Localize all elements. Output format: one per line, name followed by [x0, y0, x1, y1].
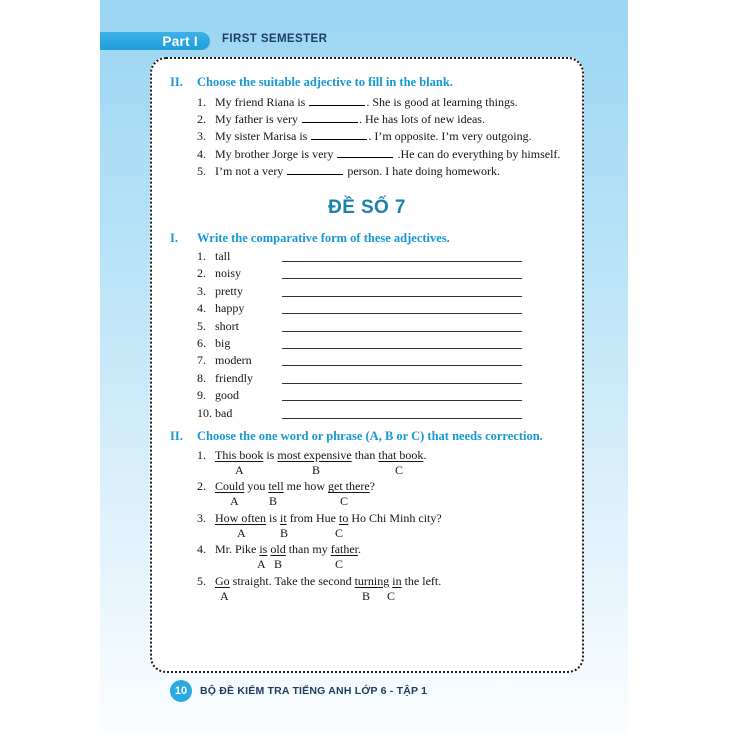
choice-marker-c: C [387, 588, 396, 603]
answer-line [282, 407, 522, 419]
item-number: 5. [197, 163, 206, 178]
choice-marker-c: C [335, 557, 344, 572]
comparative-item [197, 371, 577, 388]
underlined-phrase: This book [215, 448, 264, 462]
comparative-item [197, 388, 577, 405]
choice-marker-a: A [230, 494, 239, 509]
fill-blank-item [197, 147, 577, 164]
correction-item [197, 511, 582, 542]
underlined-phrase: it [280, 510, 287, 525]
answer-blank [311, 129, 367, 140]
part-label: Part I [162, 33, 198, 49]
fill-blank-item [197, 129, 577, 146]
answer-line [282, 372, 522, 384]
answer-blank [309, 95, 365, 106]
answer-line [282, 302, 522, 314]
answer-blank [302, 112, 358, 123]
item-sentence [197, 448, 582, 464]
choice-marker-b: B [274, 557, 283, 572]
choice-marker-row [197, 526, 582, 541]
adjective-word: short [215, 318, 239, 333]
item-number: 5. [197, 573, 206, 588]
page-number: 10 [174, 685, 188, 697]
item-number: 4. [197, 146, 206, 161]
item-number: 1. [197, 448, 206, 462]
choice-marker-a: A [220, 588, 229, 603]
answer-line [282, 285, 522, 297]
answer-line [282, 267, 522, 279]
comparative-item [197, 249, 577, 266]
underlined-phrase: father [330, 542, 359, 557]
correction-item [197, 574, 582, 605]
plain-text: the left. [401, 573, 442, 588]
plain-text: you [244, 479, 269, 494]
adjective-word: good [215, 388, 239, 403]
item-sentence [197, 511, 582, 527]
comparative-item [197, 301, 577, 318]
plain-text: ? [369, 479, 375, 494]
test-number-title: ĐỀ SỐ 7 [328, 197, 406, 218]
section-numeral: I. [170, 231, 178, 245]
choice-marker-c: C [340, 494, 349, 509]
plain-text: than [351, 448, 379, 462]
item-number: 10. [197, 405, 212, 420]
answer-line [282, 354, 522, 366]
item-sentence: I’m not a very person. I hate doing homework. [215, 163, 500, 178]
section-title: Write the comparative form of these adjectives. [197, 231, 450, 245]
choice-marker-b: B [269, 494, 278, 509]
comparative-item [197, 406, 577, 423]
plain-text: . [423, 448, 427, 462]
adjective-word: tall [215, 249, 231, 263]
plain-text: from Hue [286, 510, 340, 525]
choice-marker-b: B [362, 588, 371, 603]
correction-item [197, 479, 582, 510]
comparative-list [197, 249, 577, 423]
page-number-badge [170, 680, 192, 702]
plain-text: Ho Chi Minh city? [348, 510, 442, 525]
correction-item [197, 448, 582, 479]
plain-text: straight. Take the second [229, 573, 355, 588]
answer-blank [337, 147, 393, 158]
underlined-phrase: that book [378, 448, 424, 462]
item-number: 9. [197, 388, 206, 403]
underlined-phrase: turning [354, 573, 390, 588]
comparative-item [197, 284, 577, 301]
item-number: 3. [197, 283, 206, 298]
plain-text: is [266, 510, 281, 525]
part-banner [100, 30, 212, 52]
item-number: 2. [197, 112, 206, 127]
underlined-phrase: tell [268, 479, 284, 494]
choice-marker-row [197, 494, 582, 509]
underlined-phrase: get there [328, 479, 370, 494]
comparative-item [197, 266, 577, 283]
choice-marker-row [197, 589, 582, 604]
item-number: 4. [197, 542, 206, 557]
item-number: 1. [197, 95, 206, 109]
choice-marker-c: C [395, 463, 404, 477]
item-sentence: My sister Marisa is . I’m opposite. I’m very outgoing. [215, 129, 532, 144]
item-number: 7. [197, 353, 206, 368]
answer-line [282, 389, 522, 401]
sentence-text [215, 542, 361, 558]
book-title: BỘ ĐỀ KIỂM TRA TIẾNG ANH LỚP 6 - TẬP 1 [200, 685, 428, 697]
item-sentence: My friend Riana is . She is good at learning things. [215, 95, 518, 109]
choice-marker-a: A [237, 525, 246, 540]
underlined-phrase: How often [215, 510, 266, 525]
item-number: 2. [197, 479, 206, 494]
underlined-phrase: Could [215, 479, 245, 494]
item-number: 6. [197, 335, 206, 350]
plain-text: Mr. Pike [215, 542, 260, 557]
section-numeral: II. [170, 75, 183, 89]
item-sentence [197, 542, 582, 558]
correction-list [197, 448, 582, 605]
answer-line [282, 320, 522, 332]
sentence-text [215, 511, 442, 527]
underlined-phrase: Go [215, 573, 230, 588]
adjective-word: friendly [215, 370, 253, 385]
sentence-text [215, 448, 426, 464]
item-sentence [197, 479, 582, 495]
fill-blank-list [197, 95, 577, 181]
item-number: 3. [197, 510, 206, 525]
underlined-phrase: old [270, 542, 286, 557]
choice-marker-row [197, 463, 582, 478]
semester-label: FIRST SEMESTER [222, 33, 328, 45]
choice-marker-b: B [280, 525, 289, 540]
item-number: 4. [197, 301, 206, 316]
sentence-text [215, 574, 441, 590]
adjective-word: bad [215, 405, 233, 420]
fill-blank-item [197, 95, 577, 112]
comparative-item [197, 336, 577, 353]
underlined-phrase: to [339, 510, 349, 525]
answer-blank [287, 164, 343, 175]
adjective-word: modern [215, 353, 252, 368]
item-number: 1. [197, 249, 206, 263]
adjective-word: pretty [215, 283, 243, 298]
item-sentence [197, 574, 582, 590]
choice-marker-a: A [235, 463, 244, 477]
section-numeral: II. [170, 429, 183, 443]
choice-marker-c: C [335, 525, 344, 540]
fill-blank-item [197, 112, 577, 129]
section-title: Choose the one word or phrase (A, B or C) that needs correction. [197, 429, 543, 443]
correction-item [197, 542, 582, 573]
worksheet-page [150, 57, 584, 673]
sentence-text [215, 479, 375, 495]
choice-marker-b: B [312, 463, 321, 477]
section-fill-blank-heading [170, 75, 453, 90]
section-correction-heading [170, 429, 543, 444]
underlined-phrase: is [259, 542, 268, 557]
answer-line [282, 337, 522, 349]
adjective-word: big [215, 335, 231, 350]
underlined-phrase: most expensive [277, 448, 352, 462]
item-sentence: My father is very . He has lots of new ideas. [215, 112, 485, 127]
plain-text: than my [285, 542, 331, 557]
adjective-word: noisy [215, 266, 242, 281]
comparative-item [197, 353, 577, 370]
answer-line [282, 250, 522, 262]
item-number: 8. [197, 370, 206, 385]
item-sentence: My brother Jorge is very .He can do everything by himself. [215, 146, 561, 161]
adjective-word: happy [215, 301, 245, 316]
item-number: 3. [197, 129, 206, 144]
underlined-phrase: in [392, 573, 402, 588]
item-number: 5. [197, 318, 206, 333]
fill-blank-item [197, 164, 577, 181]
choice-marker-row [197, 557, 582, 572]
plain-text: me how [283, 479, 328, 494]
comparative-item [197, 319, 577, 336]
book-background [100, 0, 628, 733]
section-comparative-heading [170, 231, 450, 246]
choice-marker-a: A [257, 557, 266, 572]
plain-text: is [263, 448, 278, 462]
item-number: 2. [197, 266, 206, 281]
section-title: Choose the suitable adjective to fill in the blank. [197, 75, 453, 89]
plain-text: . [358, 542, 362, 557]
